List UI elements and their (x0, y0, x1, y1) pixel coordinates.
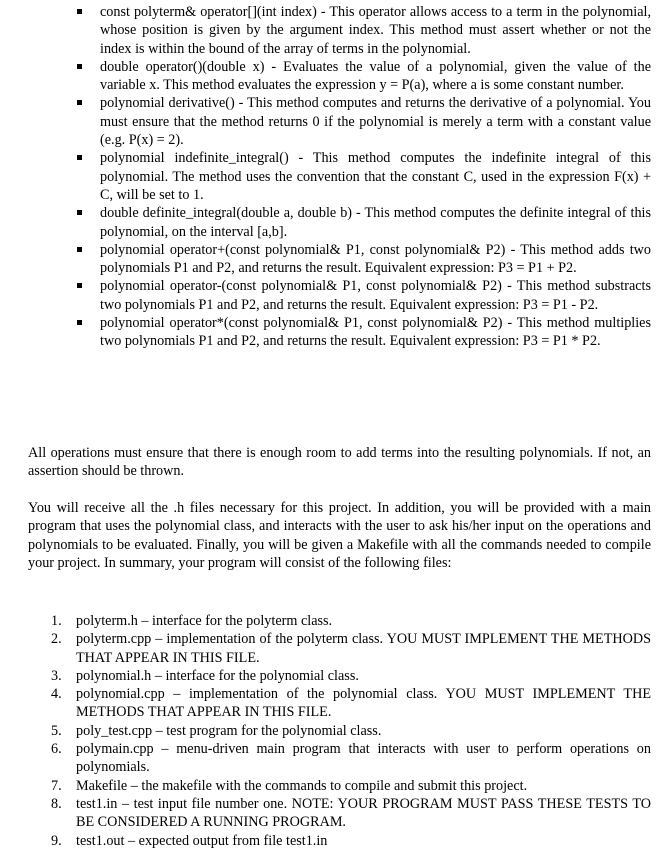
bullet-item (100, 314, 651, 351)
square-bullet-icon (77, 64, 82, 69)
bullet-item (100, 241, 651, 278)
file-description: poly_test.cpp – test program for the polynomial class. (76, 722, 382, 739)
bullet-item (100, 277, 651, 314)
square-bullet-icon (77, 155, 82, 160)
list-number: 7. (51, 777, 62, 794)
file-description: polymain.cpp – menu-driven main program that interacts with user to perform operations on polynomials. (76, 741, 651, 776)
file-list (51, 612, 651, 850)
file-list-item (51, 685, 651, 722)
list-number: 9. (51, 832, 62, 849)
square-bullet-icon (77, 283, 82, 288)
bullet-text: polynomial operator-(const polynomial& P1, const polynomial& P2) - This method substracts two polynomials P1 and P2, and returns the result. Equivalent expression: P3 = P1 - P2. (100, 278, 651, 313)
list-number: 8. (51, 795, 62, 812)
list-number: 4. (51, 686, 62, 703)
list-number: 5. (51, 722, 62, 739)
square-bullet-icon (77, 320, 82, 325)
bullet-text: const polyterm& operator[](int index) - This operator allows access to a term in the polynomial, whose position is given by the argument index. This method must assert whether or not the index is within the bound of the array of terms in the polynomial. (100, 4, 651, 57)
file-description: polyterm.h – interface for the polyterm class. (76, 613, 333, 629)
operations-paragraph: All operations must ensure that there is enough room to add terms into the resulting polynomials. If not, an assertion should be thrown. (28, 445, 651, 480)
list-number: 2. (51, 631, 62, 648)
list-number: 3. (51, 667, 62, 684)
file-description: polynomial.h – interface for the polynomial class. (76, 667, 359, 684)
bullet-text: double operator()(double x) - Evaluates the value of a polynomial, given the value of the variable x. This method evaluates the expression y = P(a), where a is some constant number. (100, 58, 651, 94)
bullet-item (100, 204, 651, 241)
file-description: polynomial.cpp – implementation of the polynomial class. YOU MUST IMPLEMENT THE METHODS THAT APPEAR IN THIS FILE. (76, 686, 651, 721)
square-bullet-icon (77, 9, 82, 14)
bullet-text: polynomial derivative() - This method computes and returns the derivative of a polynomial. You must ensure that the method returns 0 if the polynomial is merely a term with a constant value (e.g. P(x) = 2). (100, 95, 651, 149)
square-bullet-icon (77, 247, 82, 252)
list-number: 1. (51, 613, 62, 629)
bullet-text: polynomial operator*(const polynomial& P1, const polynomial& P2) - This method multiplies two polynomials P1 and P2, and returns the result. Equivalent expression: P3 = P1 * P2. (100, 315, 651, 350)
file-list-item (51, 630, 651, 667)
method-bullet-list (100, 3, 651, 351)
bullet-text: polynomial indefinite_integral() - This method computes the indefinite integral of this polynomial. The method uses the convention that the constant C, used in the expression F(x) + C, will be set to 1. (100, 150, 651, 203)
bullet-text: double definite_integral(double a, double b) - This method computes the definite integral of this polynomial, on the interval [a,b]. (100, 205, 651, 240)
file-description: polyterm.cpp – implementation of the polyterm class. YOU MUST IMPLEMENT THE METHODS THAT APPEAR IN THIS FILE. (76, 631, 651, 666)
file-description: test1.in – test input file number one. NOTE: YOUR PROGRAM MUST PASS THESE TESTS TO BE CONSIDERED A RUNNING PROGRAM. (76, 795, 651, 831)
square-bullet-icon (77, 100, 82, 105)
files-paragraph: You will receive all the .h files necessary for this project. In addition, you will be provided with a main program that uses the polynomial class, and interacts with the user to ask his/her input on the operations and polynomials to be evaluated. Finally, you will be given a Makefile with all the commands needed to compile your project. In summary, your program will consist of the following files: (28, 500, 651, 571)
file-description: test1.out – expected output from file test1.in (76, 832, 328, 849)
square-bullet-icon (77, 210, 82, 215)
file-list-item (51, 740, 651, 777)
file-list-item (51, 667, 651, 685)
bullet-item (100, 3, 651, 58)
list-number: 6. (51, 741, 62, 758)
file-list-item (51, 722, 651, 740)
file-list-item (51, 832, 651, 850)
file-list-item (51, 612, 651, 630)
file-list-item (51, 777, 651, 795)
bullet-text: polynomial operator+(const polynomial& P1, const polynomial& P2) - This method adds two polynomials P1 and P2, and returns the result. Equivalent expression: P3 = P1 + P2. (100, 241, 651, 277)
bullet-item (100, 149, 651, 204)
file-list-item (51, 795, 651, 832)
bullet-item (100, 58, 651, 95)
bullet-item (100, 94, 651, 149)
file-description: Makefile – the makefile with the commands to compile and submit this project. (76, 777, 528, 794)
